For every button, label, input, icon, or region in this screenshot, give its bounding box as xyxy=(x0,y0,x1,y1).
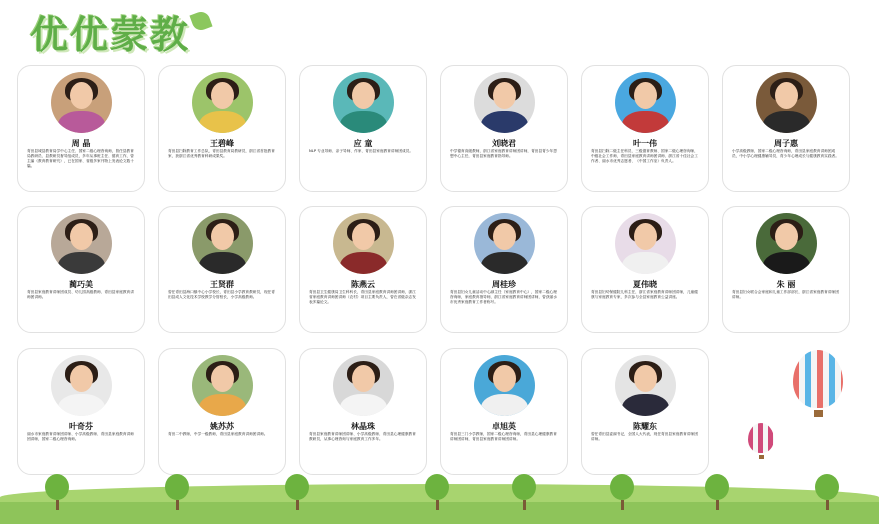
page-title xyxy=(30,6,210,56)
instructor-bio: 曾任青田县委副书记，全国人大代表，现任青田县家庭教育讲师团讲师。 xyxy=(591,432,698,442)
instructor-card xyxy=(440,206,568,333)
instructor-bio: 青田县扫除教育工作总队，青田县教育局教研员，浙江省首批教育家，获浙江省优秀教育科研成果奖。 xyxy=(168,149,275,159)
avatar-body xyxy=(340,252,387,274)
avatar-face xyxy=(70,82,93,109)
avatar xyxy=(192,72,253,133)
instructor-name: 卓旭英 xyxy=(492,422,516,431)
instructor-name: 周 晶 xyxy=(71,139,91,148)
instructor-name: 陈耀东 xyxy=(633,422,657,431)
instructor-card xyxy=(299,206,427,333)
tree-icon xyxy=(610,474,634,510)
instructor-card xyxy=(581,348,709,475)
instructor-name: 叶奇芬 xyxy=(69,422,93,431)
hot-air-balloon-icon xyxy=(793,350,843,417)
avatar-body xyxy=(340,394,387,416)
avatar-body xyxy=(622,252,669,274)
instructor-name: 蔺巧美 xyxy=(69,280,93,289)
avatar xyxy=(333,72,394,133)
instructor-bio: 丽水市家庭教育讲师团讲师、小学高级教师、青田县家庭教育讲师团讲师，国家二级心理咨询师。 xyxy=(27,432,134,442)
avatar-body xyxy=(763,252,810,274)
avatar-body xyxy=(763,111,810,133)
avatar-body xyxy=(199,252,246,274)
avatar-body xyxy=(199,111,246,133)
avatar-body xyxy=(58,111,105,133)
instructor-bio: 青田县妇幼保健院儿科主任，浙江省家庭教育讲师团讲师，儿童健康与家庭教育专家，多次参与全县家庭教育公益讲座。 xyxy=(591,290,698,300)
avatar-body xyxy=(58,394,105,416)
instructor-bio: 青田县家庭教育讲师团成员、幼儿园高级教师、青田县家庭教育讲师团讲师。 xyxy=(27,290,134,300)
avatar-body xyxy=(340,111,387,133)
instructor-name: 朱 丽 xyxy=(776,280,796,289)
instructor-card xyxy=(299,348,427,475)
avatar-face xyxy=(775,82,798,109)
instructor-bio: 青田县妇女联合会家庭和儿童工作部部长，浙江省家庭教育讲师团讲师。 xyxy=(732,290,839,300)
avatar-body xyxy=(622,394,669,416)
avatar-face xyxy=(775,223,798,250)
avatar xyxy=(756,72,817,133)
avatar xyxy=(615,355,676,416)
tree-icon xyxy=(285,474,309,510)
avatar-body xyxy=(199,394,246,416)
avatar-face xyxy=(70,223,93,250)
avatar xyxy=(474,72,535,133)
instructor-bio: 青田县扫除二级主任科员、三级德育教师、国家二级心理咨询师，中级社会工作师，青田县家庭教育讲师团讲师、浙江省十佳社会工作者、丽水市优秀志愿者、《中国工作室》负责人。 xyxy=(591,149,698,164)
avatar-face xyxy=(493,365,516,392)
instructor-name: 王碧峰 xyxy=(210,139,234,148)
avatar-body xyxy=(622,111,669,133)
instructor-name: 应 童 xyxy=(353,139,373,148)
instructor-card xyxy=(158,65,286,192)
tree-icon xyxy=(45,474,69,510)
avatar-body xyxy=(481,111,528,133)
instructor-card xyxy=(440,65,568,192)
instructor-card xyxy=(17,65,145,192)
page-title-text: 优优蒙教 xyxy=(30,11,191,57)
avatar-face xyxy=(634,82,657,109)
avatar xyxy=(474,213,535,274)
instructor-name: 姚苏苏 xyxy=(210,422,234,431)
instructor-bio: 中学德育高级教师，浙江省家庭教育讲师团讲师，青田县青少年思想中心主任，青田县家庭教育指导师。 xyxy=(450,149,557,159)
avatar-face xyxy=(352,82,375,109)
avatar-face xyxy=(352,365,375,392)
avatar xyxy=(51,72,112,133)
avatar-face xyxy=(352,223,375,250)
instructor-name: 刘晓君 xyxy=(492,139,516,148)
avatar xyxy=(756,213,817,274)
instructor-card xyxy=(722,65,850,192)
tree-icon xyxy=(512,474,536,510)
small-hot-air-balloon-icon xyxy=(748,423,774,459)
avatar-face xyxy=(211,223,234,250)
instructor-bio: 青田二中教师，中学一级教师，青田县家庭教育讲师团讲师。 xyxy=(168,432,268,436)
avatar-face xyxy=(634,223,657,250)
instructor-bio: 青田县卫生健康局卫生科科长，青田县家庭教育讲师团讲师，浙江省家庭教育讲师团讲师（农村）项目主要负责人，曾在省级杂志发表多篇论文。 xyxy=(309,290,416,305)
instructor-name: 叶一伟 xyxy=(633,139,657,148)
tree-icon xyxy=(165,474,189,510)
instructor-name: 夏伟晓 xyxy=(633,280,657,289)
avatar xyxy=(615,72,676,133)
avatar xyxy=(51,355,112,416)
leaf-decoration-icon xyxy=(189,9,212,32)
instructor-card xyxy=(299,65,427,192)
avatar xyxy=(51,213,112,274)
instructor-card xyxy=(17,206,145,333)
instructor-bio: 青田县妇女儿童活动中心副主任（家庭教育中心），国家二级心理咨询师，家庭教育指导师，浙江省家庭教育讲师团讲师，曾获丽水市优秀家庭教育工作者称号。 xyxy=(450,290,557,305)
instructor-name: 陈燕云 xyxy=(351,280,375,289)
avatar xyxy=(474,355,535,416)
instructor-card xyxy=(581,206,709,333)
tree-icon xyxy=(425,474,449,510)
instructor-name: 周子惠 xyxy=(774,139,798,148)
avatar xyxy=(192,213,253,274)
instructor-bio: 青田县三门小学教师，国家二级心理咨询师，青田县心理健康教育讲师团讲师，青田县家庭教育讲师团讲师。 xyxy=(450,432,557,442)
instructor-card xyxy=(17,348,145,475)
instructor-card xyxy=(158,348,286,475)
avatar-face xyxy=(493,223,516,250)
avatar-body xyxy=(481,252,528,274)
tree-icon xyxy=(705,474,729,510)
avatar xyxy=(192,355,253,416)
instructor-name: 王贤群 xyxy=(210,280,234,289)
avatar-body xyxy=(481,394,528,416)
instructor-card xyxy=(722,206,850,333)
avatar-face xyxy=(634,365,657,392)
instructor-bio: 小学高级教师，国家二级心理咨询师，青田县家庭教育讲师团成员，中小学心理健康辅导员，青少年心理成长与健康教育实践者。 xyxy=(732,149,839,159)
avatar xyxy=(333,213,394,274)
instructor-card xyxy=(440,348,568,475)
avatar xyxy=(615,213,676,274)
avatar xyxy=(333,355,394,416)
instructor-bio: 青田县城县教育局学中心主任、国家二级心理咨询师，曾任县教育局教研员、县教研员督导组成员，多年从事班主任、德育工作，曾主编《教育教育研究》，已在国家、省级多家刊物上发表论文数十篇。 xyxy=(27,149,134,169)
avatar-face xyxy=(70,365,93,392)
instructor-bio: 曾任青田县海口镇中心小学校长，青田县小学教育教研员，现任青田县成人文化技术学校教学分管校长，小学高级教师。 xyxy=(168,290,275,300)
instructor-card xyxy=(158,206,286,333)
instructor-bio: NLP 专业导师、亲子导师、作家、青田县家庭教育讲师团成员。 xyxy=(309,149,414,153)
instructor-name: 周桂珍 xyxy=(492,280,516,289)
tree-icon xyxy=(815,474,839,510)
avatar-face xyxy=(211,82,234,109)
avatar-face xyxy=(211,365,234,392)
avatar-body xyxy=(58,252,105,274)
avatar-face xyxy=(493,82,516,109)
instructor-card xyxy=(581,65,709,192)
instructor-bio: 青田县家庭教育讲师团讲师、小学高级教师、青田县心理健康教育教研员，从事心理咨询与家庭教育工作多年。 xyxy=(309,432,416,442)
instructor-name: 林晶珠 xyxy=(351,422,375,431)
